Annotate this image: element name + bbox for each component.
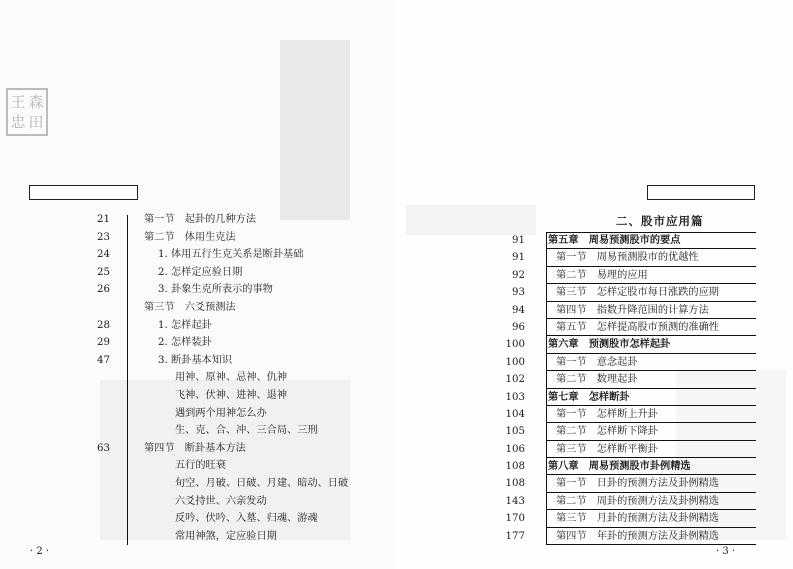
toc-entry-title: 第一节 日卦的预测方法及卦例精选 — [556, 478, 719, 490]
seal-stamp — [6, 88, 48, 136]
toc-entry — [396, 371, 793, 388]
toc-entry-title: 第八章 周易预测股市卦例精选 — [548, 460, 691, 473]
toc-page-number: 47 — [97, 354, 110, 366]
toc-entry-title: 第五章 周易预测股市的要点 — [548, 234, 681, 246]
toc-entry — [396, 458, 793, 475]
toc-page-number: 91 — [512, 252, 525, 264]
toc-entry — [0, 510, 396, 528]
toc-entry — [396, 354, 793, 371]
toc-entry — [0, 246, 396, 264]
toc-entry-title: 第一节 起卦的几种方法 — [144, 214, 257, 225]
toc-entry — [0, 493, 396, 511]
header-box — [647, 185, 755, 200]
toc-entry-title: 用神、原神、忌神、仇神 — [175, 372, 288, 384]
toc-page-number: 93 — [512, 287, 525, 299]
bleed-through-texture — [280, 40, 350, 220]
toc-page-number: 102 — [505, 374, 525, 386]
toc-entry — [0, 387, 396, 405]
toc-entry — [0, 229, 396, 247]
toc-entry-title: 第四节 断卦基本方法 — [144, 442, 246, 454]
toc-entry — [0, 405, 396, 423]
toc-entry-title: 第二节 体用生克法 — [144, 231, 236, 243]
toc-entry — [0, 281, 396, 299]
toc-entry — [0, 317, 396, 335]
toc-entry — [0, 528, 396, 546]
toc-entry — [396, 284, 793, 301]
toc-entry-title: 常用神煞，定应验日期 — [175, 530, 277, 542]
toc-page-number: 25 — [97, 266, 110, 278]
toc-entry — [396, 267, 793, 284]
toc-entry-title: 第一节 周易预测股市的优越性 — [556, 252, 699, 264]
toc-entry — [0, 369, 396, 387]
toc-page-number: 63 — [97, 442, 110, 454]
toc-entry — [396, 493, 793, 510]
page-number: · 2 · — [30, 546, 50, 557]
toc-entry-title: 第四节 年卦的预测方法及卦例精选 — [556, 530, 719, 542]
toc-entry-title: 第二节 易理的应用 — [556, 269, 648, 281]
toc-entry-title: 1. 体用五行生克关系是断卦基础 — [158, 249, 304, 261]
toc-entry-title: 第四节 指数升降范围的计算方法 — [556, 304, 709, 316]
table-of-contents — [0, 211, 396, 545]
toc-entry-title: 第三节 怎样断平衡卦 — [556, 443, 658, 455]
toc-page-number: 100 — [505, 339, 525, 351]
stamp-char: 王 — [10, 93, 26, 111]
toc-entry-title: 飞神、伏神、进神、退神 — [175, 389, 288, 401]
toc-entry — [0, 264, 396, 282]
toc-entry-title: 生、克、合、冲、三合局、三刑 — [175, 425, 318, 437]
toc-entry-title: 六爻持世、六亲发动 — [175, 495, 267, 507]
toc-page-number: 170 — [505, 513, 525, 525]
toc-entry-title: 1. 怎样起卦 — [158, 319, 212, 331]
toc-entry-title: 第三节 六爻预测法 — [144, 301, 236, 313]
toc-entry-title: 反吟、伏吟、入墓、归魂、游魂 — [175, 513, 318, 525]
toc-entry — [0, 422, 396, 440]
stamp-char: 忠 — [10, 113, 26, 131]
toc-entry-title: 五行的旺衰 — [175, 460, 226, 472]
toc-page-number: 23 — [97, 231, 110, 243]
toc-entry-title: 遇到两个用神怎么办 — [175, 407, 267, 419]
toc-entry — [396, 389, 793, 406]
toc-page-number: 100 — [505, 356, 525, 368]
bleed-through-texture — [406, 205, 536, 235]
toc-page-number: 177 — [505, 530, 525, 542]
toc-page-number: 91 — [512, 235, 525, 246]
stamp-char: 田 — [28, 113, 44, 131]
toc-entry-title: 第六章 预测股市怎样起卦 — [548, 338, 671, 351]
toc-entry — [396, 249, 793, 266]
toc-entry — [0, 352, 396, 370]
toc-entry-title: 第二节 周卦的预测方法及卦例精选 — [556, 495, 719, 507]
toc-page-number: 96 — [512, 321, 525, 333]
toc-entry — [0, 457, 396, 475]
table-of-contents — [396, 232, 793, 545]
toc-page-number: 92 — [512, 269, 525, 281]
toc-entry-title: 第一节 意念起卦 — [556, 356, 638, 368]
toc-entry-title: 旬空、月破、日破、月建、暗动、日破 — [175, 477, 349, 489]
toc-page-number: 108 — [505, 461, 525, 473]
toc-entry — [396, 406, 793, 423]
toc-page-number: 103 — [505, 391, 525, 403]
toc-page-number: 106 — [505, 443, 525, 455]
toc-page-number: 26 — [97, 284, 110, 296]
toc-entry-title: 3. 断卦基本知识 — [158, 354, 233, 366]
toc-page-number: 28 — [97, 319, 110, 331]
toc-page-number: 24 — [97, 249, 110, 261]
toc-page-number: 108 — [505, 478, 525, 490]
toc-page-number: 94 — [512, 304, 525, 316]
toc-rule — [546, 544, 756, 545]
toc-entry — [0, 440, 396, 458]
toc-page-number: 104 — [505, 408, 525, 420]
toc-page-number: 21 — [97, 214, 110, 225]
header-box — [29, 185, 138, 200]
toc-entry — [0, 334, 396, 352]
toc-entry-title: 2. 怎样装卦 — [158, 337, 212, 349]
toc-entry-title: 第七章 怎样断卦 — [548, 390, 630, 403]
toc-entry — [0, 475, 396, 493]
section-title: 二、股市应用篇 — [616, 214, 704, 228]
page-number: · 3 · — [716, 546, 736, 557]
toc-entry — [396, 475, 793, 492]
stamp-char: 森 — [28, 93, 44, 111]
toc-entry — [396, 232, 793, 249]
toc-entry-title: 3. 卦象生克所表示的事物 — [158, 284, 273, 296]
toc-entry-title: 第三节 怎样定股市每日涨跌的应期 — [556, 287, 719, 299]
toc-entry-title: 第三节 月卦的预测方法及卦例精选 — [556, 513, 719, 525]
toc-page-number: 143 — [505, 495, 525, 507]
toc-entry — [396, 423, 793, 440]
toc-entry — [396, 336, 793, 353]
toc-entry-title: 第五节 怎样提高股市预测的准确性 — [556, 321, 719, 333]
toc-entry-title: 第一节 怎样断上升卦 — [556, 408, 658, 420]
toc-entry — [0, 299, 396, 317]
toc-entry-title: 2. 怎样定应验日期 — [158, 266, 243, 278]
toc-entry-title: 第二节 数理起卦 — [556, 374, 638, 386]
toc-entry — [396, 441, 793, 458]
toc-entry — [396, 302, 793, 319]
toc-entry — [0, 211, 396, 229]
toc-entry-title: 第二节 怎样断下降卦 — [556, 426, 658, 438]
toc-page-number: 105 — [505, 426, 525, 438]
toc-page-number: 29 — [97, 337, 110, 349]
toc-entry — [396, 528, 793, 545]
toc-entry — [396, 510, 793, 527]
left-page — [0, 0, 396, 569]
right-page — [396, 0, 793, 569]
toc-entry — [396, 319, 793, 336]
